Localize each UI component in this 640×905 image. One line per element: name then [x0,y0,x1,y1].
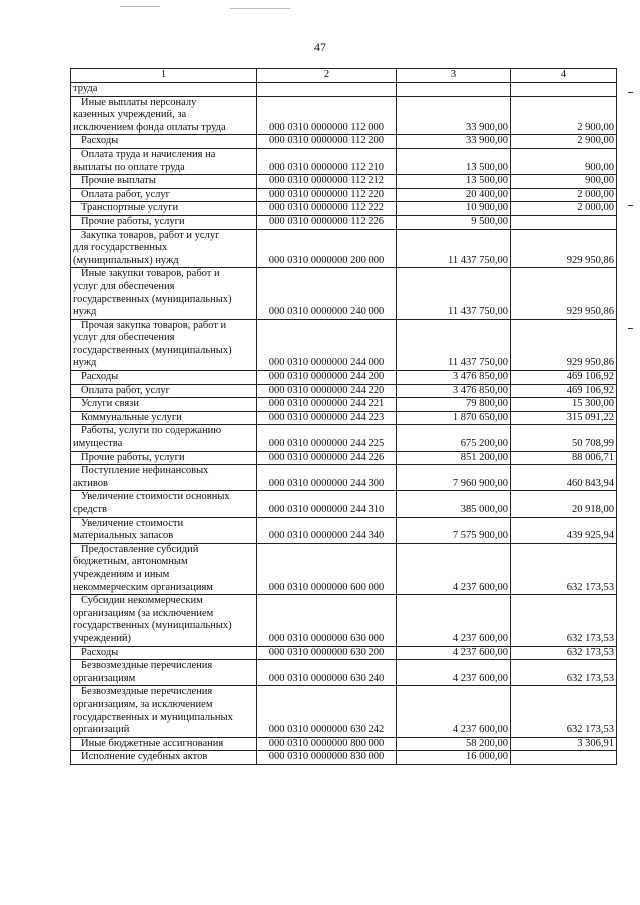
table-row [71,371,617,385]
approved-amount: 58 200,00 [397,737,511,751]
row-name-line: Прочие работы, услуги [81,215,185,227]
executed-amount: 632 173,53 [511,686,617,737]
table-row [71,175,617,189]
column-header: 2 [257,69,397,83]
row-name-line: Иные бюджетные ассигнования [81,737,224,749]
table-row [71,517,617,543]
row-name-line: некоммерческим организациям [73,581,213,593]
executed-amount: 900,00 [511,175,617,189]
table-row [71,135,617,149]
table-row [71,491,617,517]
row-name [71,751,257,765]
row-name-line: Увеличение стоимости [81,517,184,529]
executed-amount: 2 000,00 [511,202,617,216]
row-name-line: Оплата работ, услуг [81,384,170,396]
budget-code: 000 0310 0000000 244 221 [257,398,397,412]
row-name [71,465,257,491]
row-name-line: Услуги связи [81,398,139,410]
column-header: 3 [397,69,511,83]
approved-amount: 11 437 750,00 [397,268,511,319]
row-name [71,595,257,646]
row-name-line: Прочие выплаты [81,175,156,187]
executed-amount [511,751,617,765]
executed-amount: 15 300,00 [511,398,617,412]
executed-amount: 632 173,53 [511,543,617,594]
executed-amount: 929 950,86 [511,229,617,268]
budget-code: 000 0310 0000000 112 222 [257,202,397,216]
table-row [71,319,617,370]
approved-amount: 1 870 650,00 [397,411,511,425]
row-name-line: материальных запасов [73,530,174,542]
table-row [71,411,617,425]
budget-code: 000 0310 0000000 630 242 [257,686,397,737]
row-name-line: Иные выплаты персоналу [81,96,197,108]
budget-code: 000 0310 0000000 112 212 [257,175,397,189]
row-name-line: государственных (муниципальных) [73,293,232,305]
executed-amount: 632 173,53 [511,595,617,646]
table-header-row [71,69,617,83]
row-name [71,491,257,517]
margin-mark [628,205,633,206]
row-name [71,517,257,543]
executed-amount: 632 173,53 [511,660,617,686]
scan-artifact [120,6,160,7]
table-row [71,595,617,646]
budget-code: 000 0310 0000000 630 200 [257,646,397,660]
row-name-line: Оплата труда и начисления на [81,148,216,160]
row-name [71,83,257,97]
row-name-line: государственных и муниципальных [73,711,233,723]
row-name [71,384,257,398]
budget-code: 000 0310 0000000 112 210 [257,148,397,174]
executed-amount: 460 843,94 [511,465,617,491]
approved-amount: 33 900,00 [397,135,511,149]
table-row [71,188,617,202]
row-name [71,188,257,202]
row-name-line: Прочие работы, услуги [81,451,185,463]
table-row [71,202,617,216]
row-name-line: Иные закупки товаров, работ и [81,268,220,280]
row-name-line: Закупка товаров, работ и услуг [81,229,220,241]
executed-amount [511,83,617,97]
executed-amount: 2 000,00 [511,188,617,202]
executed-amount: 2 900,00 [511,96,617,135]
row-name-line: организаций [73,724,130,736]
executed-amount: 929 950,86 [511,268,617,319]
approved-amount: 4 237 600,00 [397,660,511,686]
budget-code: 000 0310 0000000 240 000 [257,268,397,319]
row-name [71,319,257,370]
approved-amount: 4 237 600,00 [397,595,511,646]
row-name [71,148,257,174]
row-name-line: Поступление нефинансовых [81,465,209,477]
row-name [71,229,257,268]
executed-amount: 469 106,92 [511,371,617,385]
approved-amount: 11 437 750,00 [397,229,511,268]
approved-amount: 10 900,00 [397,202,511,216]
row-name [71,268,257,319]
row-name-line: труда [73,83,98,94]
approved-amount: 675 200,00 [397,425,511,451]
approved-amount: 7 575 900,00 [397,517,511,543]
row-name [71,371,257,385]
executed-amount: 20 918,00 [511,491,617,517]
budget-code: 000 0310 0000000 244 310 [257,491,397,517]
executed-amount: 929 950,86 [511,319,617,370]
budget-code: 000 0310 0000000 630 240 [257,660,397,686]
budget-code: 000 0310 0000000 244 223 [257,411,397,425]
approved-amount: 4 237 600,00 [397,646,511,660]
row-name-line: государственных (муниципальных) [73,620,232,632]
executed-amount: 50 708,99 [511,425,617,451]
executed-amount: 469 106,92 [511,384,617,398]
table-row [71,83,617,97]
row-name-line: выплаты по оплате труда [73,161,185,173]
row-name-line: средств [73,504,107,515]
table-row [71,737,617,751]
approved-amount: 3 476 850,00 [397,384,511,398]
table-row [71,451,617,465]
approved-amount: 13 500,00 [397,148,511,174]
approved-amount: 33 900,00 [397,96,511,135]
row-name-line: Прочая закупка товаров, работ и [81,319,227,331]
budget-code: 000 0310 0000000 244 220 [257,384,397,398]
approved-amount: 9 500,00 [397,215,511,229]
budget-code: 000 0310 0000000 244 225 [257,425,397,451]
row-name-line: нужд [73,357,97,369]
row-name-line: Безвозмездные перечисления [81,660,213,672]
row-name [71,660,257,686]
executed-amount: 632 173,53 [511,646,617,660]
row-name [71,175,257,189]
budget-code: 000 0310 0000000 244 340 [257,517,397,543]
approved-amount: 4 237 600,00 [397,686,511,737]
table-row [71,751,617,765]
table-row [71,148,617,174]
row-name-line: бюджетным, автономным [73,556,188,568]
column-header: 4 [511,69,617,83]
row-name-line: казенных учреждений, за [73,109,187,121]
row-name-line: Исполнение судебных актов [81,751,208,763]
table-body [71,83,617,765]
table-row [71,229,617,268]
executed-amount: 439 925,94 [511,517,617,543]
row-name-line: услуг для обеспечения [73,280,175,292]
column-header: 1 [71,69,257,83]
approved-amount: 13 500,00 [397,175,511,189]
row-name-line: учреждениям и иным [73,568,170,580]
row-name [71,686,257,737]
budget-code: 000 0310 0000000 600 000 [257,543,397,594]
row-name-line: (муниципальных) нужд [73,254,179,266]
row-name-line: Увеличение стоимости основных [81,491,230,503]
scan-artifact [230,8,290,9]
row-name-line: организациям [73,672,136,684]
table-row [71,96,617,135]
approved-amount: 16 000,00 [397,751,511,765]
row-name-line: Расходы [81,646,119,658]
table-row [71,268,617,319]
row-name-line: нужд [73,306,97,318]
row-name [71,425,257,451]
table-row [71,465,617,491]
row-name [71,215,257,229]
executed-amount: 315 091,22 [511,411,617,425]
table-row [71,398,617,412]
margin-mark [628,328,633,329]
budget-code: 000 0310 0000000 244 000 [257,319,397,370]
row-name [71,96,257,135]
row-name-line: Расходы [81,371,119,383]
row-name-line: имущества [73,438,123,450]
margin-mark [628,92,633,93]
approved-amount: 851 200,00 [397,451,511,465]
table-row [71,660,617,686]
row-name-line: учреждений) [73,632,132,644]
approved-amount [397,83,511,97]
page-number: 47 [314,40,326,54]
row-name [71,737,257,751]
table-row [71,384,617,398]
approved-amount: 20 400,00 [397,188,511,202]
executed-amount: 88 006,71 [511,451,617,465]
approved-amount: 4 237 600,00 [397,543,511,594]
row-name [71,451,257,465]
table-row [71,543,617,594]
executed-amount: 2 900,00 [511,135,617,149]
row-name-line: Работы, услуги по содержанию [81,425,222,437]
executed-amount [511,215,617,229]
row-name-line: организациям, за исключением [73,698,213,710]
row-name-line: Оплата работ, услуг [81,188,170,200]
approved-amount: 11 437 750,00 [397,319,511,370]
row-name-line: Субсидии некоммерческим [81,595,203,607]
budget-code: 000 0310 0000000 112 200 [257,135,397,149]
budget-code: 000 0310 0000000 244 200 [257,371,397,385]
row-name [71,543,257,594]
row-name [71,411,257,425]
table-row [71,646,617,660]
row-name-line: Коммунальные услуги [81,411,182,423]
budget-code: 000 0310 0000000 112 000 [257,96,397,135]
approved-amount: 7 960 900,00 [397,465,511,491]
budget-code: 000 0310 0000000 244 226 [257,451,397,465]
row-name-line: организациям (за исключением [73,607,214,619]
approved-amount: 3 476 850,00 [397,371,511,385]
row-name-line: государственных (муниципальных) [73,344,232,356]
row-name-line: Расходы [81,135,119,147]
row-name [71,646,257,660]
budget-code: 000 0310 0000000 112 226 [257,215,397,229]
executed-amount: 900,00 [511,148,617,174]
budget-code [257,83,397,97]
approved-amount: 79 800,00 [397,398,511,412]
budget-code: 000 0310 0000000 200 000 [257,229,397,268]
row-name-line: Транспортные услуги [81,202,179,214]
budget-code: 000 0310 0000000 800 000 [257,737,397,751]
row-name [71,202,257,216]
budget-code: 000 0310 0000000 630 000 [257,595,397,646]
budget-code: 000 0310 0000000 830 000 [257,751,397,765]
approved-amount: 385 000,00 [397,491,511,517]
row-name-line: исключением фонда оплаты труда [73,121,226,133]
row-name-line: для государственных [73,242,168,254]
budget-code: 000 0310 0000000 112 220 [257,188,397,202]
row-name-line: услуг для обеспечения [73,332,175,344]
budget-table [70,68,617,765]
row-name-line: Безвозмездные перечисления [81,686,213,698]
table-row [71,686,617,737]
row-name [71,135,257,149]
table-row [71,215,617,229]
budget-code: 000 0310 0000000 244 300 [257,465,397,491]
table-row [71,425,617,451]
row-name-line: активов [73,477,108,489]
row-name [71,398,257,412]
row-name-line: Предоставление субсидий [81,543,199,555]
executed-amount: 3 306,91 [511,737,617,751]
